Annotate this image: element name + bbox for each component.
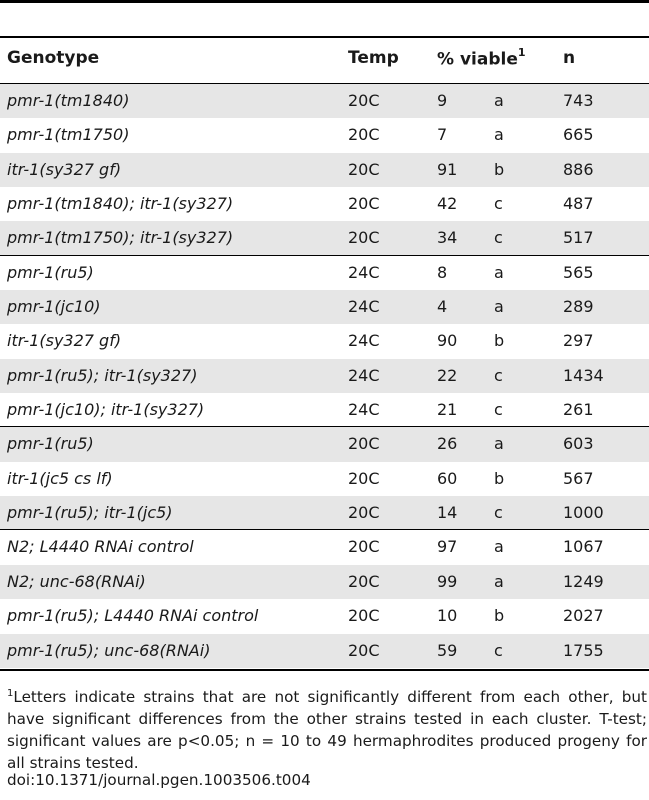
cell-genotype: pmr-1(tm1840); itr-1(sy327) (7, 194, 234, 214)
cell-n: 517 (563, 228, 594, 248)
cell-temp: 24C (348, 331, 380, 351)
cell-n: 1000 (563, 503, 604, 523)
cell-temp: 20C (348, 125, 380, 145)
table-row (0, 530, 649, 564)
table-header (0, 38, 649, 82)
cell-temp: 20C (348, 91, 380, 110)
cell-genotype: pmr-1(ru5); unc-68(RNAi) (7, 640, 211, 660)
cell-group: c (494, 365, 503, 385)
table-row (0, 462, 649, 496)
cell-n: 1249 (563, 571, 604, 591)
cell-temp: 24C (348, 400, 380, 420)
cell-genotype: N2; unc-68(RNAi) (7, 571, 146, 591)
doi-text: doi:10.1371/journal.pgen.1003506.t004 (7, 771, 311, 789)
table-row (0, 256, 649, 290)
table-row (0, 565, 649, 599)
table-row (0, 153, 649, 187)
table-bottom-rule (0, 669, 649, 671)
table-row (0, 84, 649, 118)
cell-viable: 59 (437, 640, 458, 660)
cell-group: b (494, 468, 505, 488)
cell-genotype: pmr-1(jc10) (7, 297, 101, 317)
cell-group: a (494, 537, 504, 557)
cell-temp: 20C (348, 640, 380, 660)
cell-viable: 90 (437, 331, 458, 351)
cell-viable: 10 (437, 606, 458, 626)
cell-n: 261 (563, 400, 594, 420)
cell-genotype: N2; L4440 RNAi control (7, 537, 194, 557)
cell-genotype: pmr-1(jc10); itr-1(sy327) (7, 400, 205, 420)
header-genotype: Genotype (7, 48, 100, 68)
cell-group: c (494, 400, 503, 420)
cell-n: 487 (563, 194, 594, 214)
cell-genotype: itr-1(sy327 gf) (7, 331, 122, 351)
cell-n: 567 (563, 468, 594, 488)
cell-genotype: pmr-1(ru5); L4440 RNAi control (7, 606, 259, 626)
cell-n: 565 (563, 262, 594, 282)
cell-group: a (494, 434, 504, 454)
cell-genotype: pmr-1(ru5); itr-1(jc5) (7, 503, 173, 523)
header-n: n (563, 48, 576, 68)
table-row (0, 393, 649, 427)
cell-temp: 24C (348, 262, 380, 282)
cell-group: b (494, 606, 505, 626)
table-row (0, 187, 649, 221)
cell-genotype: pmr-1(tm1750) (7, 125, 130, 145)
cell-n: 1434 (563, 365, 604, 385)
table-body (0, 84, 649, 668)
cell-temp: 20C (348, 468, 380, 488)
cell-temp: 24C (348, 365, 380, 385)
table-row (0, 599, 649, 633)
cell-genotype: pmr-1(tm1840) (7, 91, 130, 110)
cell-group: b (494, 159, 505, 179)
cell-temp: 20C (348, 606, 380, 626)
cell-n: 1067 (563, 537, 604, 557)
cell-viable: 4 (437, 297, 448, 317)
table-top-rule (0, 0, 649, 3)
cell-n: 2027 (563, 606, 604, 626)
cell-group: a (494, 91, 504, 110)
table-row (0, 359, 649, 393)
cell-genotype: pmr-1(tm1750); itr-1(sy327) (7, 228, 234, 248)
cell-viable: 60 (437, 468, 458, 488)
cell-n: 743 (563, 91, 594, 110)
cell-group: a (494, 297, 504, 317)
cell-temp: 20C (348, 228, 380, 248)
cell-viable: 14 (437, 503, 458, 523)
table-row (0, 221, 649, 255)
table-row (0, 427, 649, 461)
cell-viable: 22 (437, 365, 458, 385)
cell-n: 289 (563, 297, 594, 317)
cell-n: 886 (563, 159, 594, 179)
cell-group: c (494, 228, 503, 248)
cell-n: 665 (563, 125, 594, 145)
cell-genotype: pmr-1(ru5); itr-1(sy327) (7, 365, 198, 385)
cell-genotype: itr-1(jc5 cs lf) (7, 468, 113, 488)
cell-group: b (494, 331, 505, 351)
cell-viable: 21 (437, 400, 458, 420)
cell-genotype: pmr-1(ru5) (7, 262, 94, 282)
table-footnote (7, 683, 647, 774)
cell-n: 297 (563, 331, 594, 351)
cell-viable: 99 (437, 571, 458, 591)
cell-temp: 20C (348, 571, 380, 591)
cell-temp: 20C (348, 434, 380, 454)
table-row (0, 496, 649, 530)
cell-temp: 20C (348, 537, 380, 557)
cell-group: a (494, 571, 504, 591)
footnote-marker: 1 (7, 688, 14, 699)
cell-viable: 8 (437, 262, 448, 282)
table-row (0, 290, 649, 324)
cell-temp: 20C (348, 194, 380, 214)
cell-viable: 97 (437, 537, 458, 557)
cell-n: 603 (563, 434, 594, 454)
table-row (0, 324, 649, 358)
header-viable-footnote-marker: 1 (517, 46, 526, 59)
cell-group: a (494, 262, 504, 282)
cell-n: 1755 (563, 640, 604, 660)
header-viable (437, 48, 526, 70)
cell-genotype: itr-1(sy327 gf) (7, 159, 122, 179)
table-row (0, 634, 649, 668)
cell-viable: 34 (437, 228, 458, 248)
cell-group: a (494, 125, 504, 145)
cell-viable: 26 (437, 434, 458, 454)
cell-viable: 7 (437, 125, 448, 145)
cell-genotype: pmr-1(ru5) (7, 434, 94, 454)
header-viable-label: % viable (437, 49, 518, 70)
cell-viable: 42 (437, 194, 458, 214)
cell-group: c (494, 503, 503, 523)
footnote-text: Letters indicate strains that are not significantly different from each other, but have significant differences from the other strains tested in each cluster. T-test; significant values are p<0.05; n = 10 to 49 hermaphrodites produced progeny for all strains tested. (7, 688, 647, 773)
cell-group: c (494, 194, 503, 214)
header-temp: Temp (348, 48, 399, 68)
cell-group: c (494, 640, 503, 660)
table-row (0, 118, 649, 152)
cell-viable: 91 (437, 159, 458, 179)
cell-viable: 9 (437, 91, 448, 110)
cell-temp: 20C (348, 159, 380, 179)
cell-temp: 24C (348, 297, 380, 317)
cell-temp: 20C (348, 503, 380, 523)
